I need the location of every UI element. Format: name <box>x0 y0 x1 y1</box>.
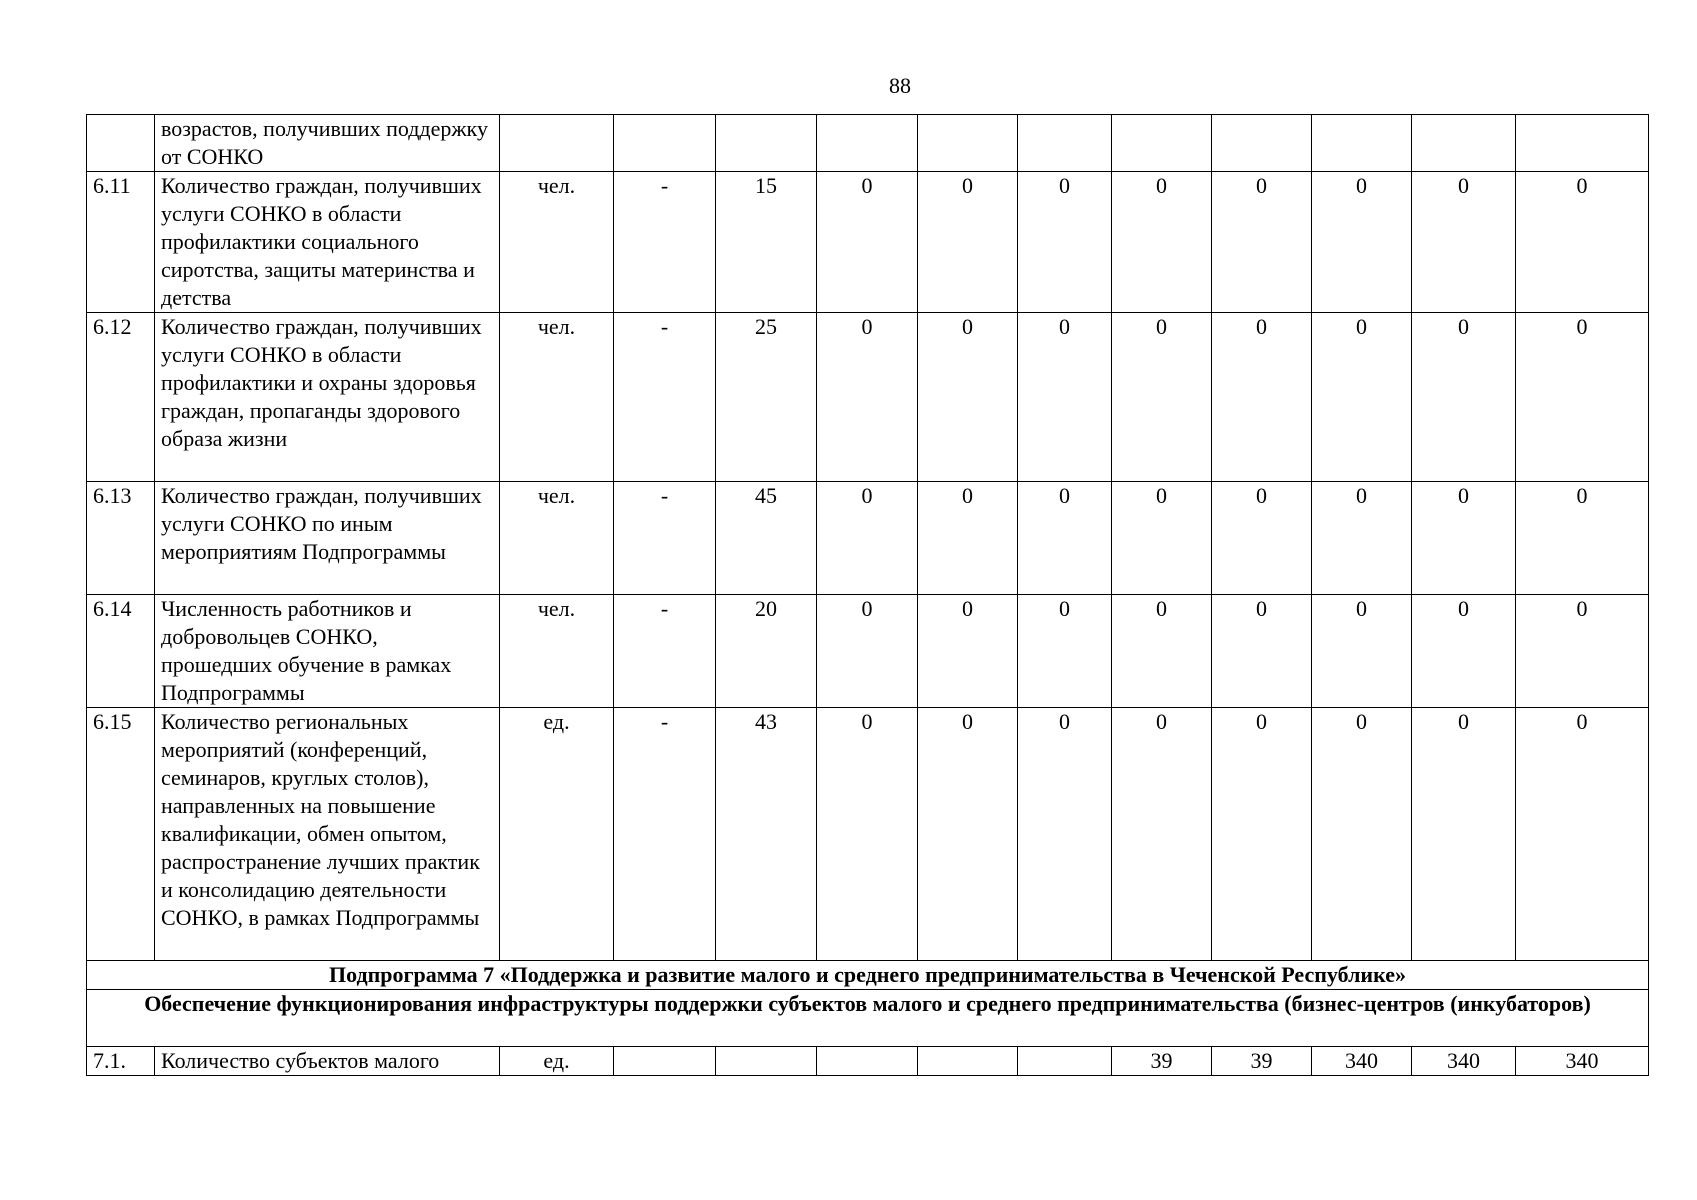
activity-title: Обеспечение функционирования инфраструктуры поддержки субъектов малого и среднего предпринимательства (бизнес-центров (инкубаторов) <box>87 990 1649 1047</box>
table-row <box>87 595 1649 708</box>
value-cell: 0 <box>1018 482 1112 595</box>
value-cell <box>817 115 918 172</box>
unit-cell: чел. <box>500 482 614 595</box>
value-cell <box>716 115 817 172</box>
base-cell <box>614 115 716 172</box>
row-number: 6.14 <box>87 595 155 708</box>
value-cell: 0 <box>817 313 918 482</box>
indicator-name: Количество региональных мероприятий (конференций, семинаров, круглых столов), направленных на повышение квалификации, обмен опытом, распространение лучших практик и консолидацию деятельности СОНКО, в рамках Подпрограммы <box>155 708 500 961</box>
value-cell: 39 <box>1212 1047 1312 1076</box>
value-cell <box>1018 115 1112 172</box>
indicator-name: Численность работников и добровольцев СОНКО, прошедших обучение в рамках Подпрограммы <box>155 595 500 708</box>
value-cell: 0 <box>817 172 918 313</box>
value-cell: 0 <box>918 708 1018 961</box>
base-cell: - <box>614 313 716 482</box>
unit-cell: чел. <box>500 595 614 708</box>
value-cell: 0 <box>817 482 918 595</box>
value-cell <box>1018 1047 1112 1076</box>
value-cell <box>918 115 1018 172</box>
value-cell: 15 <box>716 172 817 313</box>
value-cell: 340 <box>1412 1047 1516 1076</box>
value-cell: 0 <box>1018 172 1112 313</box>
value-cell: 0 <box>918 482 1018 595</box>
value-cell: 0 <box>1516 482 1649 595</box>
value-cell: 0 <box>918 172 1018 313</box>
value-cell: 0 <box>1312 313 1412 482</box>
row-number: 6.15 <box>87 708 155 961</box>
base-cell: - <box>614 482 716 595</box>
value-cell: 0 <box>1212 172 1312 313</box>
value-cell: 0 <box>1112 708 1212 961</box>
value-cell: 0 <box>918 595 1018 708</box>
base-cell: - <box>614 595 716 708</box>
value-cell: 43 <box>716 708 817 961</box>
value-cell: 0 <box>1412 313 1516 482</box>
value-cell: 0 <box>1412 172 1516 313</box>
value-cell <box>614 1047 716 1076</box>
value-cell: 20 <box>716 595 817 708</box>
value-cell: 0 <box>817 708 918 961</box>
value-cell: 0 <box>1516 172 1649 313</box>
value-cell: 0 <box>1212 708 1312 961</box>
table-row <box>87 172 1649 313</box>
table-row <box>87 313 1649 482</box>
value-cell: 0 <box>1018 708 1112 961</box>
unit-cell <box>500 115 614 172</box>
unit-cell: ед. <box>500 708 614 961</box>
value-cell: 0 <box>1516 708 1649 961</box>
indicators-table <box>86 114 1649 1076</box>
value-cell: 25 <box>716 313 817 482</box>
indicator-name: Количество граждан, получивших услуги СОНКО по иным мероприятиям Подпрограммы <box>155 482 500 595</box>
value-cell: 0 <box>1212 482 1312 595</box>
value-cell: 0 <box>817 595 918 708</box>
indicator-name: возрастов, получивших поддержку от СОНКО <box>155 115 500 172</box>
row-number: 6.12 <box>87 313 155 482</box>
value-cell: 0 <box>1112 482 1212 595</box>
value-cell: 0 <box>1312 708 1412 961</box>
value-cell: 0 <box>1112 172 1212 313</box>
value-cell: 0 <box>1412 595 1516 708</box>
value-cell <box>1212 115 1312 172</box>
value-cell: 0 <box>1412 482 1516 595</box>
value-cell: 0 <box>1312 595 1412 708</box>
value-cell: 0 <box>1112 595 1212 708</box>
value-cell: 0 <box>1212 313 1312 482</box>
value-cell: 0 <box>1412 708 1516 961</box>
indicator-name: Количество субъектов малого <box>155 1047 500 1076</box>
value-cell: 0 <box>1112 313 1212 482</box>
unit-cell: чел. <box>500 313 614 482</box>
base-cell: - <box>614 708 716 961</box>
value-cell <box>817 1047 918 1076</box>
value-cell: 0 <box>1018 313 1112 482</box>
value-cell <box>1516 115 1649 172</box>
table-row <box>87 482 1649 595</box>
subprogram-title: Подпрограмма 7 «Поддержка и развитие малого и среднего предпринимательства в Чеченской Республике» <box>87 961 1649 990</box>
row-number: 6.13 <box>87 482 155 595</box>
page-number: 88 <box>889 73 911 98</box>
value-cell <box>1112 115 1212 172</box>
value-cell: 0 <box>1516 595 1649 708</box>
indicator-name: Количество граждан, получивших услуги СОНКО в области профилактики и охраны здоровья граждан, пропаганды здорового образа жизни <box>155 313 500 482</box>
value-cell: 39 <box>1112 1047 1212 1076</box>
table-row-continuation <box>87 115 1649 172</box>
value-cell: 340 <box>1312 1047 1412 1076</box>
unit-cell: ед. <box>500 1047 614 1076</box>
table-row <box>87 1047 1649 1076</box>
row-number: 6.11 <box>87 172 155 313</box>
value-cell: 0 <box>1312 482 1412 595</box>
value-cell <box>1312 115 1412 172</box>
value-cell <box>1412 115 1516 172</box>
activity-title-row <box>87 990 1649 1047</box>
table-row <box>87 708 1649 961</box>
row-number: 7.1. <box>87 1047 155 1076</box>
row-number <box>87 115 155 172</box>
value-cell: 0 <box>1018 595 1112 708</box>
base-cell: - <box>614 172 716 313</box>
subprogram-title-row <box>87 961 1649 990</box>
value-cell: 0 <box>1516 313 1649 482</box>
value-cell: 45 <box>716 482 817 595</box>
value-cell: 0 <box>1312 172 1412 313</box>
value-cell <box>716 1047 817 1076</box>
indicator-name: Количество граждан, получивших услуги СОНКО в области профилактики социального сиротства, защиты материнства и детства <box>155 172 500 313</box>
value-cell <box>918 1047 1018 1076</box>
value-cell: 0 <box>1212 595 1312 708</box>
value-cell: 340 <box>1516 1047 1649 1076</box>
unit-cell: чел. <box>500 172 614 313</box>
value-cell: 0 <box>918 313 1018 482</box>
